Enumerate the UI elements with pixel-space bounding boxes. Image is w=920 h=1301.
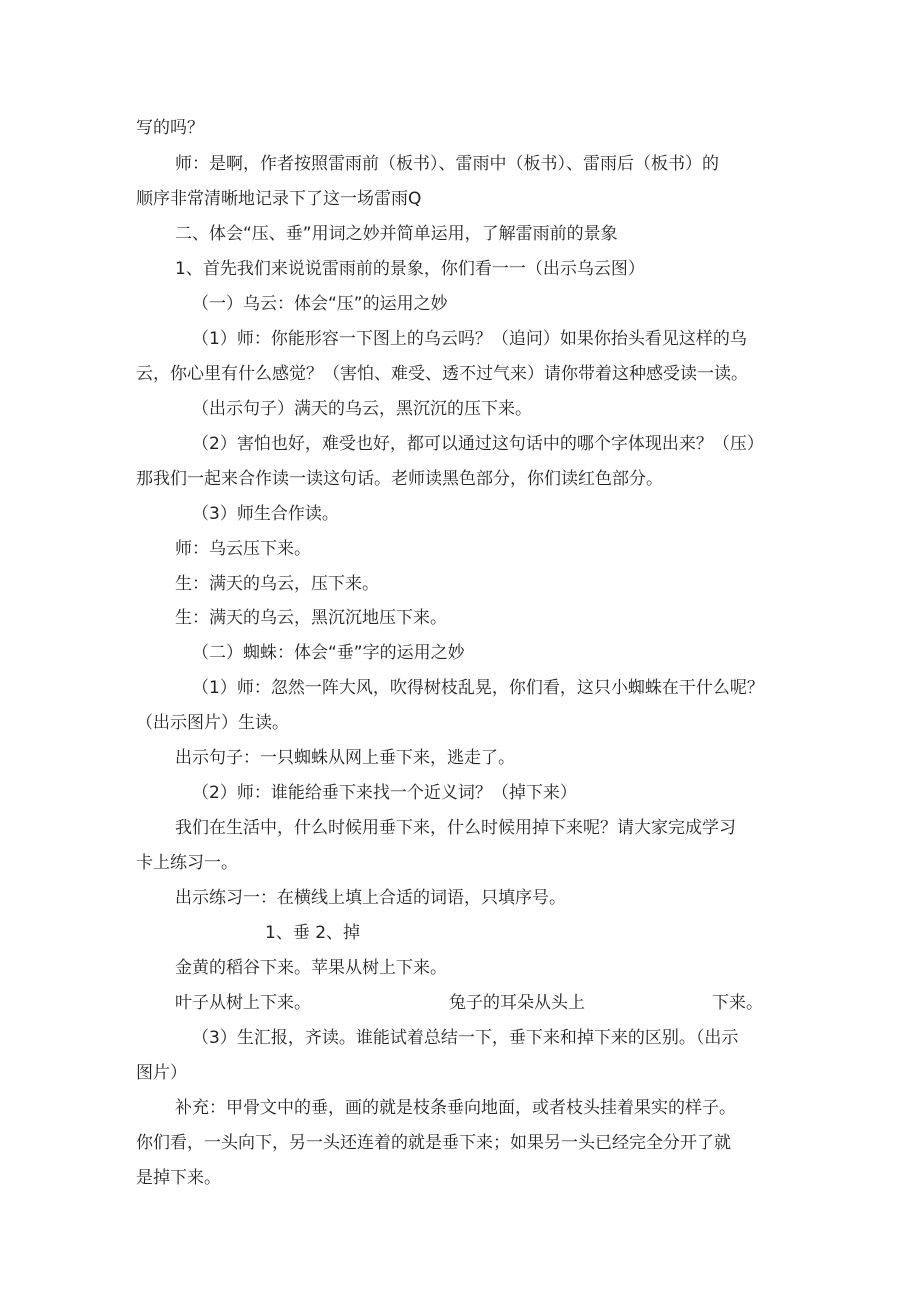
text-line: 师：是啊，作者按照雷雨前（板书）、雷雨中（板书）、雷雨后（板书）的 <box>175 154 719 174</box>
text-line: 是掉下来。 <box>136 1168 221 1188</box>
exercise-line: 兔子的耳朵从头上 <box>449 993 585 1013</box>
section-heading: 二、体会“压、垂”用词之妙并简单运用，了解雷雨前的景象 <box>175 224 618 244</box>
text-line: 你们看，一头向下，另一头还连着的就是垂下来；如果另一头已经完全分开了就 <box>136 1133 731 1153</box>
text-line: 云，你心里有什么感觉？（害怕、难受、透不过气来）请你带着这种感受读一读。 <box>136 364 748 384</box>
text-line: （出示句子）满天的乌云，黑沉沉的压下来。 <box>192 399 532 419</box>
subsection-heading: （一）乌云：体会“压”的运用之妙 <box>192 294 448 314</box>
text-line: （1）师：你能形容一下图上的乌云吗？（追问）如果你抬头看见这样的乌 <box>192 329 747 349</box>
text-line: 出示练习一：在横线上填上合适的词语，只填序号。 <box>175 888 566 908</box>
exercise-line: 叶子从树上下来。 <box>175 993 311 1013</box>
text-line: （3）生汇报，齐读。谁能试着总结一下，垂下来和掉下来的区别。（出示 <box>192 1028 739 1048</box>
text-line: 我们在生活中，什么时候用垂下来，什么时候用掉下来呢？请大家完成学习 <box>175 818 736 838</box>
text-line: 师：乌云压下来。 <box>175 539 311 559</box>
text-line: 出示句子：一只蜘蛛从网上垂下来，逃走了。 <box>175 748 515 768</box>
exercise-line: 下来。 <box>712 993 763 1013</box>
text-line: 那我们一起来合作读一读这句话。老师读黑色部分，你们读红色部分。 <box>136 469 663 489</box>
text-line: 图片） <box>136 1063 187 1083</box>
exercise-options: 1、垂 2、掉 <box>265 923 361 943</box>
text-line: 顺序非常清晰地记录下了这一场雷雨Q <box>136 189 422 209</box>
exercise-line: 金黄的稻谷下来。苹果从树上下来。 <box>175 958 447 978</box>
text-line: （出示图片）生读。 <box>136 713 289 733</box>
text-line: （2）师：谁能给垂下来找一个近义词？（掉下来） <box>192 783 577 803</box>
text-line: 生：满天的乌云，压下来。 <box>175 574 379 594</box>
subsection-heading: （二）蜘蛛：体会“垂”字的运用之妙 <box>192 643 465 663</box>
text-line: （1）师：忽然一阵大风，吹得树枝乱晃，你们看，这只小蜘蛛在干什么呢？ <box>192 678 764 698</box>
text-line: 补充：甲骨文中的垂，画的就是枝条垂向地面，或者枝头挂着果实的样子。 <box>175 1098 736 1118</box>
text-line: 写的吗？ <box>136 118 204 138</box>
text-line: 生：满天的乌云，黑沉沉地压下来。 <box>175 608 447 628</box>
text-line: 卡上练习一。 <box>136 853 238 873</box>
text-line: 1、首先我们来说说雷雨前的景象，你们看一一（出示乌云图） <box>175 259 645 279</box>
text-line: （2）害怕也好，难受也好，都可以通过这句话中的哪个字体现出来？（压） <box>192 434 764 454</box>
text-line: （3）师生合作读。 <box>192 504 339 524</box>
